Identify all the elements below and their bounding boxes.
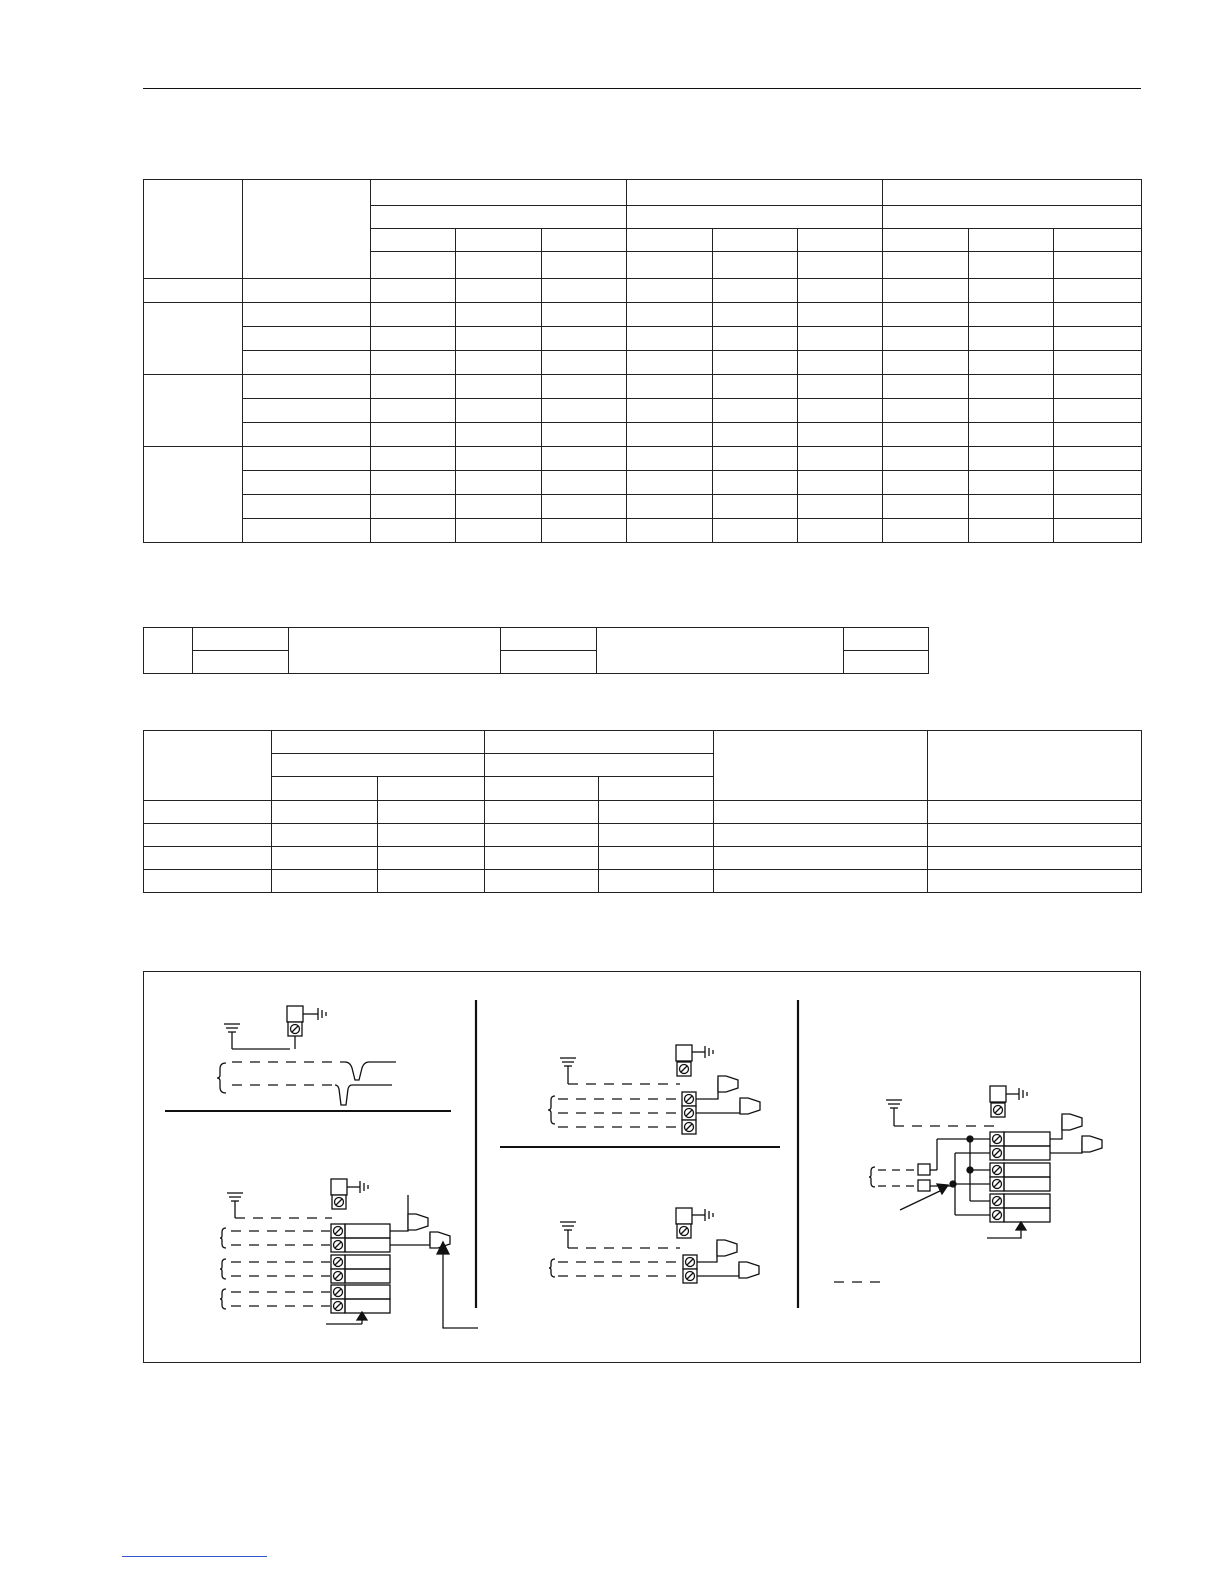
table-cell <box>1054 252 1142 279</box>
table-cell <box>1054 375 1142 399</box>
table-cell <box>456 229 542 252</box>
table-cell <box>1054 519 1142 543</box>
table-cell <box>713 495 798 519</box>
table-cell <box>969 229 1054 252</box>
table-cell <box>883 303 969 327</box>
table-cell <box>883 447 969 471</box>
table-cell <box>798 519 883 543</box>
table-cell <box>713 252 798 279</box>
table-cell <box>627 206 883 229</box>
table-cell <box>627 495 713 519</box>
table-cell <box>378 847 485 870</box>
table-cell <box>1054 447 1142 471</box>
table-cell <box>627 303 713 327</box>
table-cell <box>883 279 969 303</box>
table-cell <box>243 375 371 399</box>
table-cell <box>193 628 289 651</box>
table-cell <box>599 847 714 870</box>
table-cell <box>371 303 456 327</box>
table-cell <box>371 327 456 351</box>
table-cell <box>714 731 928 801</box>
table-cell <box>371 399 456 423</box>
table-cell <box>485 777 599 801</box>
table-cell <box>144 870 272 893</box>
table-cell <box>883 495 969 519</box>
table-cell <box>456 375 542 399</box>
table-cell <box>272 824 378 847</box>
table-cell <box>371 447 456 471</box>
table-row <box>144 471 1142 495</box>
table-row <box>144 495 1142 519</box>
table-cell <box>627 327 713 351</box>
table-cell <box>713 229 798 252</box>
table-cell <box>542 519 627 543</box>
table-cell <box>713 399 798 423</box>
table-cell <box>969 399 1054 423</box>
table-cell <box>798 351 883 375</box>
table-cell <box>798 252 883 279</box>
table-cell <box>883 252 969 279</box>
table-row <box>144 375 1142 399</box>
table-cell <box>243 495 371 519</box>
table-cell <box>542 471 627 495</box>
table-cell <box>844 651 929 674</box>
table-cell <box>883 375 969 399</box>
table-cell <box>883 471 969 495</box>
table-cell <box>456 252 542 279</box>
table-cell <box>627 375 713 399</box>
table-cell <box>542 375 627 399</box>
table-cell <box>883 519 969 543</box>
table-cell <box>542 399 627 423</box>
table-cell <box>1054 423 1142 447</box>
table-cell <box>144 731 272 801</box>
table-cell <box>714 870 928 893</box>
table-cell <box>371 279 456 303</box>
table-cell <box>378 801 485 824</box>
table-cell <box>713 423 798 447</box>
table-cell <box>501 628 597 651</box>
table-cell <box>969 303 1054 327</box>
table-cell <box>969 351 1054 375</box>
table-cell <box>883 180 1142 206</box>
table-cell <box>378 824 485 847</box>
table-cell <box>371 206 627 229</box>
table-cell <box>144 279 243 303</box>
table-cell <box>627 447 713 471</box>
table-cell <box>289 628 501 674</box>
table-cell <box>1054 279 1142 303</box>
table-cell <box>144 847 272 870</box>
table-cell <box>485 754 714 777</box>
table-row <box>144 327 1142 351</box>
table-cell <box>243 447 371 471</box>
table-cell <box>456 447 542 471</box>
table-cell <box>542 423 627 447</box>
table-cell <box>272 801 378 824</box>
table-cell <box>627 351 713 375</box>
table-3 <box>143 730 1142 893</box>
table-cell <box>272 847 378 870</box>
table-cell <box>798 303 883 327</box>
table-cell <box>627 399 713 423</box>
table-cell <box>713 279 798 303</box>
table-cell <box>243 399 371 423</box>
table-cell <box>798 375 883 399</box>
table-cell <box>798 495 883 519</box>
table-row <box>144 847 1142 870</box>
table-cell <box>542 279 627 303</box>
table-cell <box>456 471 542 495</box>
table-cell <box>969 471 1054 495</box>
table-cell <box>243 279 371 303</box>
table-cell <box>485 731 714 754</box>
table-cell <box>542 327 627 351</box>
table-cell <box>371 351 456 375</box>
table-row <box>144 731 1142 754</box>
table-cell <box>627 180 883 206</box>
table-cell <box>542 252 627 279</box>
table-cell <box>883 399 969 423</box>
table-cell <box>371 423 456 447</box>
table-cell <box>883 351 969 375</box>
table-cell <box>542 447 627 471</box>
table-cell <box>144 375 243 447</box>
table-cell <box>456 303 542 327</box>
header-rule <box>143 88 1141 89</box>
table-cell <box>599 870 714 893</box>
table-cell <box>798 423 883 447</box>
table-row <box>144 303 1142 327</box>
table-cell <box>928 731 1142 801</box>
table-cell <box>501 651 597 674</box>
table-cell <box>243 351 371 375</box>
table-cell <box>243 423 371 447</box>
table-row <box>144 351 1142 375</box>
table-cell <box>378 777 485 801</box>
table-cell <box>969 519 1054 543</box>
table-cell <box>243 471 371 495</box>
table-row <box>144 423 1142 447</box>
table-cell <box>144 303 243 375</box>
table-cell <box>272 777 378 801</box>
table-cell <box>371 375 456 399</box>
table-cell <box>883 229 969 252</box>
table-cell <box>371 229 456 252</box>
table-cell <box>243 327 371 351</box>
table-cell <box>969 423 1054 447</box>
table-cell <box>272 754 485 777</box>
table-cell <box>1054 351 1142 375</box>
table-row <box>144 870 1142 893</box>
table-cell <box>371 519 456 543</box>
table-cell <box>542 229 627 252</box>
table-row <box>144 801 1142 824</box>
table-cell <box>243 180 371 279</box>
table-cell <box>485 870 599 893</box>
table-cell <box>456 423 542 447</box>
table-cell <box>883 206 1142 229</box>
table-cell <box>1054 327 1142 351</box>
table-cell <box>144 180 243 279</box>
table-cell <box>627 519 713 543</box>
table-cell <box>1054 495 1142 519</box>
table-cell <box>144 801 272 824</box>
table-cell <box>798 399 883 423</box>
table-cell <box>627 471 713 495</box>
table-cell <box>928 801 1142 824</box>
table-cell <box>371 495 456 519</box>
table-cell <box>597 628 844 674</box>
table-cell <box>713 303 798 327</box>
table-cell <box>969 375 1054 399</box>
table-cell <box>1054 303 1142 327</box>
table-cell <box>713 447 798 471</box>
table-cell <box>599 777 714 801</box>
table-cell <box>144 447 243 543</box>
table-cell <box>969 495 1054 519</box>
table-row <box>144 447 1142 471</box>
table-cell <box>456 279 542 303</box>
table-cell <box>883 327 969 351</box>
table-cell <box>272 870 378 893</box>
table-cell <box>599 824 714 847</box>
table-cell <box>928 870 1142 893</box>
table-2 <box>143 627 929 674</box>
table-cell <box>456 399 542 423</box>
table-cell <box>798 471 883 495</box>
table-cell <box>371 252 456 279</box>
table-cell <box>599 801 714 824</box>
table-cell <box>969 279 1054 303</box>
table-cell <box>627 252 713 279</box>
table-cell <box>627 423 713 447</box>
table-cell <box>969 327 1054 351</box>
table-cell <box>456 327 542 351</box>
wiring-figure <box>143 971 1141 1363</box>
table-cell <box>485 847 599 870</box>
table-cell <box>243 519 371 543</box>
table-cell <box>371 180 627 206</box>
table-cell <box>627 229 713 252</box>
table-cell <box>144 628 193 674</box>
table-cell <box>1054 399 1142 423</box>
table-row <box>144 628 929 651</box>
table-cell <box>713 519 798 543</box>
footer-link-rule <box>122 1556 267 1557</box>
table-row <box>144 519 1142 543</box>
table-cell <box>627 279 713 303</box>
table-row <box>144 180 1142 206</box>
table-cell <box>243 303 371 327</box>
table-1 <box>143 179 1142 543</box>
table-cell <box>714 847 928 870</box>
table-row <box>144 279 1142 303</box>
table-cell <box>456 495 542 519</box>
table-cell <box>713 471 798 495</box>
table-cell <box>969 447 1054 471</box>
table-cell <box>798 447 883 471</box>
table-cell <box>1054 229 1142 252</box>
table-cell <box>485 801 599 824</box>
table-cell <box>485 824 599 847</box>
table-cell <box>844 628 929 651</box>
table-cell <box>272 731 485 754</box>
table-cell <box>714 824 928 847</box>
table-cell <box>542 351 627 375</box>
table-cell <box>798 229 883 252</box>
table-cell <box>713 351 798 375</box>
table-cell <box>144 824 272 847</box>
table-cell <box>713 375 798 399</box>
table-cell <box>378 870 485 893</box>
table-cell <box>542 495 627 519</box>
table-row <box>144 824 1142 847</box>
table-cell <box>1054 471 1142 495</box>
table-cell <box>542 303 627 327</box>
table-cell <box>969 252 1054 279</box>
table-cell <box>714 801 928 824</box>
table-cell <box>371 471 456 495</box>
table-cell <box>883 423 969 447</box>
table-cell <box>928 847 1142 870</box>
table-cell <box>713 327 798 351</box>
table-cell <box>193 651 289 674</box>
table-row <box>144 399 1142 423</box>
table-cell <box>798 279 883 303</box>
table-cell <box>456 519 542 543</box>
table-cell <box>456 351 542 375</box>
table-cell <box>928 824 1142 847</box>
table-cell <box>798 327 883 351</box>
